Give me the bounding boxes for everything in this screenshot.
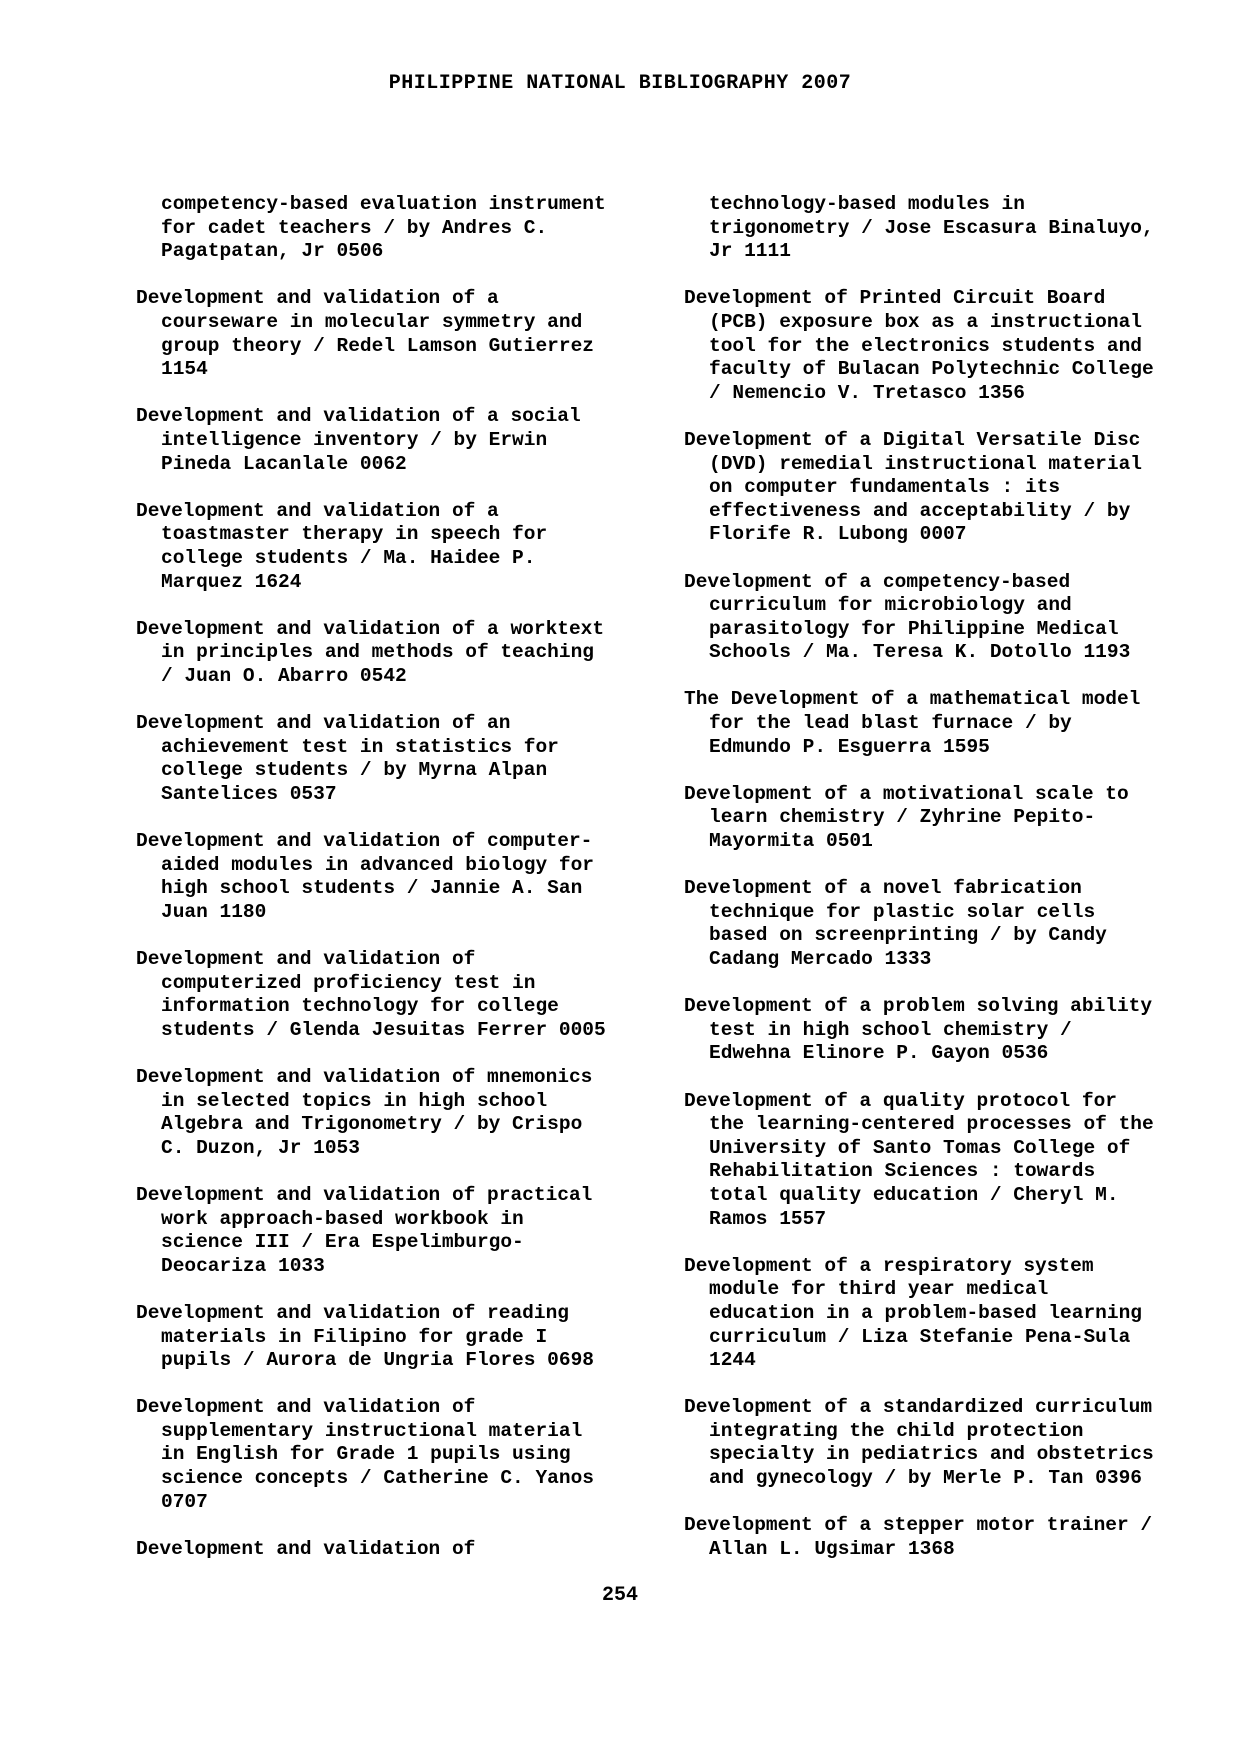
bibliography-entry: Development of a stepper motor trainer / Allan L. Ugsimar 1368 xyxy=(684,1514,1153,1560)
bibliography-entry: Development and validation of supplementary instructional material in English for Grade 1 pupils using science concepts / Catherine C. Yanos 0707 xyxy=(136,1396,594,1513)
bibliography-entry: Development and validation of a worktext in principles and methods of teaching / Juan O. Abarro 0542 xyxy=(136,617,605,687)
bibliography-entry: The Development of a mathematical model for the lead blast furnace / by Edmundo P. Esguerra 1595 xyxy=(684,688,1141,758)
bibliography-entry: Development of a motivational scale to learn chemistry / Zyhrine Pepito- Mayormita 0501 xyxy=(684,782,1129,853)
bibliography-entry: Development and validation of an achievement test in statistics for college students / by Myrna Alpan Santelices 0537 xyxy=(136,712,559,805)
running-header: PHILIPPINE NATIONAL BIBLIOGRAPHY 2007 xyxy=(388,72,852,95)
bibliography-entry: competency-based evaluation instrument for cadet teachers / by Andres C. Pagatpatan, Jr 0506 xyxy=(161,193,606,263)
bibliography-entry: Development and validation of a courseware in molecular symmetry and group theory / Redel Lamson Gutierrez 1154 xyxy=(136,287,594,381)
bibliography-entry: Development of a novel fabrication technique for plastic solar cells based on screenprinting / by Candy Cadang Mercado 1333 xyxy=(684,877,1107,970)
bibliography-entry: Development of a problem solving ability test in high school chemistry / Edwehna Elinore P. Gayon 0536 xyxy=(684,995,1153,1065)
bibliography-entry: Development of a quality protocol for the learning-centered processes of the University of Santo Tomas College of Rehabilitation Sciences : towards total quality education / Cheryl M. Ramos 1557 xyxy=(684,1089,1154,1230)
bibliography-entry: Development and validation of practical work approach-based workbook in science III / Era Espelimburgo- Deocariza 1033 xyxy=(136,1183,593,1277)
left-column xyxy=(136,193,656,1585)
bibliography-entry: Development of a competency-based curriculum for microbiology and parasitology for Philippine Medical Schools / Ma. Teresa K. Dotollo 1193 xyxy=(684,570,1131,664)
bibliography-entry: Development and validation of a toastmaster therapy in speech for college students / Ma. Haidee P. Marquez 1624 xyxy=(136,499,548,593)
bibliography-entry: Development of Printed Circuit Board (PCB) exposure box as a instructional tool for the electronics students and faculty of Bulacan Polytechnic College / Nemencio V. Tretasco 1356 xyxy=(684,287,1154,404)
bibliography-entry: Development and validation of computer- aided modules in advanced biology for high school students / Jannie A. San Juan 1180 xyxy=(136,830,594,923)
bibliography-entry: Development and validation of mnemonics in selected topics in high school Algebra and Trigonometry / by Crispo C. Duzon, Jr 1053 xyxy=(136,1065,593,1159)
page-number: 254 xyxy=(601,1584,638,1607)
bibliography-entry: technology-based modules in trigonometry / Jose Escasura Binaluyo, Jr 1111 xyxy=(709,193,1154,263)
right-column xyxy=(684,193,1204,1585)
bibliography-entry: Development and validation of a social intelligence inventory / by Erwin Pineda Lacanlale 0062 xyxy=(136,405,581,475)
bibliography-entry: Development of a standardized curriculum integrating the child protection specialty in pediatrics and obstetrics and gynecology / by Merle P. Tan 0396 xyxy=(684,1396,1154,1490)
bibliography-entry: Development and validation of computerized proficiency test in information technology for college students / Glenda Jesuitas Ferrer 0005 xyxy=(136,948,606,1041)
bibliography-entry: Development and validation of reading materials in Filipino for grade I pupils / Aurora de Ungria Flores 0698 xyxy=(136,1301,594,1372)
bibliography-entry: Development of a respiratory system module for third year medical education in a problem-based learning curriculum / Liza Stefanie Pena-Sula 1244 xyxy=(684,1254,1142,1372)
bibliography-entry: Development and validation of xyxy=(136,1537,476,1560)
bibliography-entry: Development of a Digital Versatile Disc (DVD) remedial instructional material on computer fundamentals : its effectiveness and acceptability / by Florife R. Lubong 0007 xyxy=(684,428,1142,546)
